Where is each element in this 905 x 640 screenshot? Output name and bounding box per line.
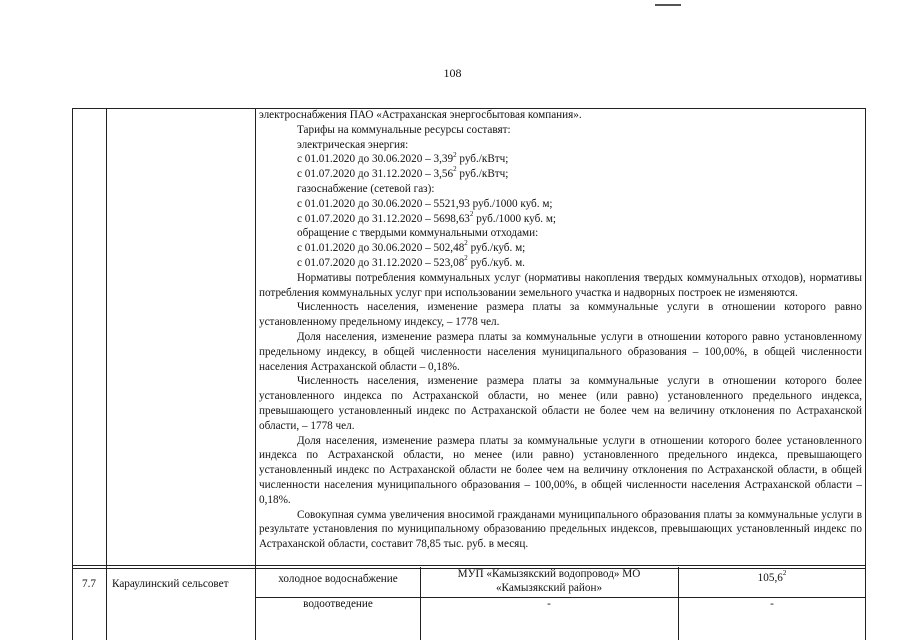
provider-2: - (547, 598, 551, 610)
table-border-col3 (420, 567, 421, 640)
waste-line-2: с 01.07.2020 до 31.12.2020 – 523,08$^2$ руб./куб. м. (297, 254, 525, 269)
tariff-value: 105,6$^2$ (757, 569, 787, 584)
waste-line-1: с 01.01.2020 до 30.06.2020 – 502,48$^2$ руб./куб. м; (297, 239, 526, 255)
electricity-line-2: с 01.07.2020 до 31.12.2020 – 3,56$^2$ руб./кВтч; (297, 165, 509, 181)
table-border-col2 (255, 108, 256, 640)
table-border-left (72, 108, 73, 640)
paragraph-share-equal: Доля населения, изменение размера платы за коммунальные услуги в отношении которого равно установленному предельному индексу, в общей численности населения муниципального образования – 100,00%, в общей численности населения Астраханской области – 0,18%. (259, 330, 862, 373)
page-number: 108 (443, 66, 462, 80)
paragraph-population-above: Численность населения, изменение размера платы за коммунальные услуги в отношении которого более установленного индекса по Астраханской области, но менее (или равно) установленного предельного индекса, превышающего установленный индекс по Астраханской области не более чем на величину отклонения по Астраханской области, – 1778 чел. (259, 375, 862, 432)
gas-line-2: с 01.07.2020 до 31.12.2020 – 5698,63$^2$ руб./1000 куб. м; (297, 209, 557, 225)
paragraph-population-equal: Численность населения, изменение размера платы за коммунальные услуги в отношении которого равно установленному предельному индексу, – 1778 чел. (259, 301, 862, 329)
description-cell (259, 108, 862, 552)
gas-line-1: с 01.01.2020 до 30.06.2020 – 5521,93 руб./1000 куб. м; (297, 197, 553, 210)
table-border-col1 (106, 108, 107, 640)
provider-name: МУП «Камызякский водопровод» МО «Камызякский район» (457, 568, 641, 594)
waste-label: обращение с твердыми коммунальными отходами: (297, 227, 539, 240)
paragraph-total-sum: Совокупная сумма увеличения вносимой гражданами муниципального образования платы за коммунальные услуги в результате установления по муниципальному образованию предельных индексов, превышающих установленный индекс по Астраханской области, составит 78,85 тыс. руб. в месяц. (259, 508, 862, 551)
row-separator-top (72, 565, 866, 566)
settlement-name: Караулинский сельсовет (112, 578, 229, 590)
paragraph-share-above: Доля населения, изменение размера платы за коммунальные услуги в отношении которого более установленного индекса по Астраханской области, но менее (или равно) установленного предельного индекса, превышающего установленный индекс по Астраханской области не более чем на величину отклонения по Астраханской области, в общей численности населения муниципального образования – 100,00%, в общей численности населения Астраханской области – 0,18%. (259, 434, 862, 506)
table-border-right (865, 108, 866, 640)
service-cold-water: холодное водоснабжение (278, 573, 398, 585)
gas-label: газоснабжение (сетевой газ): (297, 182, 435, 195)
row-number: 7.7 (82, 578, 96, 590)
table-frame (72, 108, 866, 640)
service-sewerage: водоотведение (303, 598, 373, 610)
tariffs-heading: Тарифы на коммунальные ресурсы составят: (297, 123, 511, 136)
electricity-label: электрическая энергия: (297, 138, 409, 151)
intro-line: электроснабжения ПАО «Астраханская энергосбытовая компания». (259, 109, 582, 121)
tariff-value-2: - (770, 598, 774, 610)
paragraph-norms: Нормативы потребления коммунальных услуг (нормативы накопления твердых коммунальных отходов), нормативы потребления коммунальных услуг при использовании земельного участка и надворных построек не изменяются. (259, 271, 862, 299)
electricity-line-1: с 01.01.2020 до 30.06.2020 – 3,39$^2$ руб./кВтч; (297, 150, 509, 166)
top-mark (655, 4, 681, 6)
